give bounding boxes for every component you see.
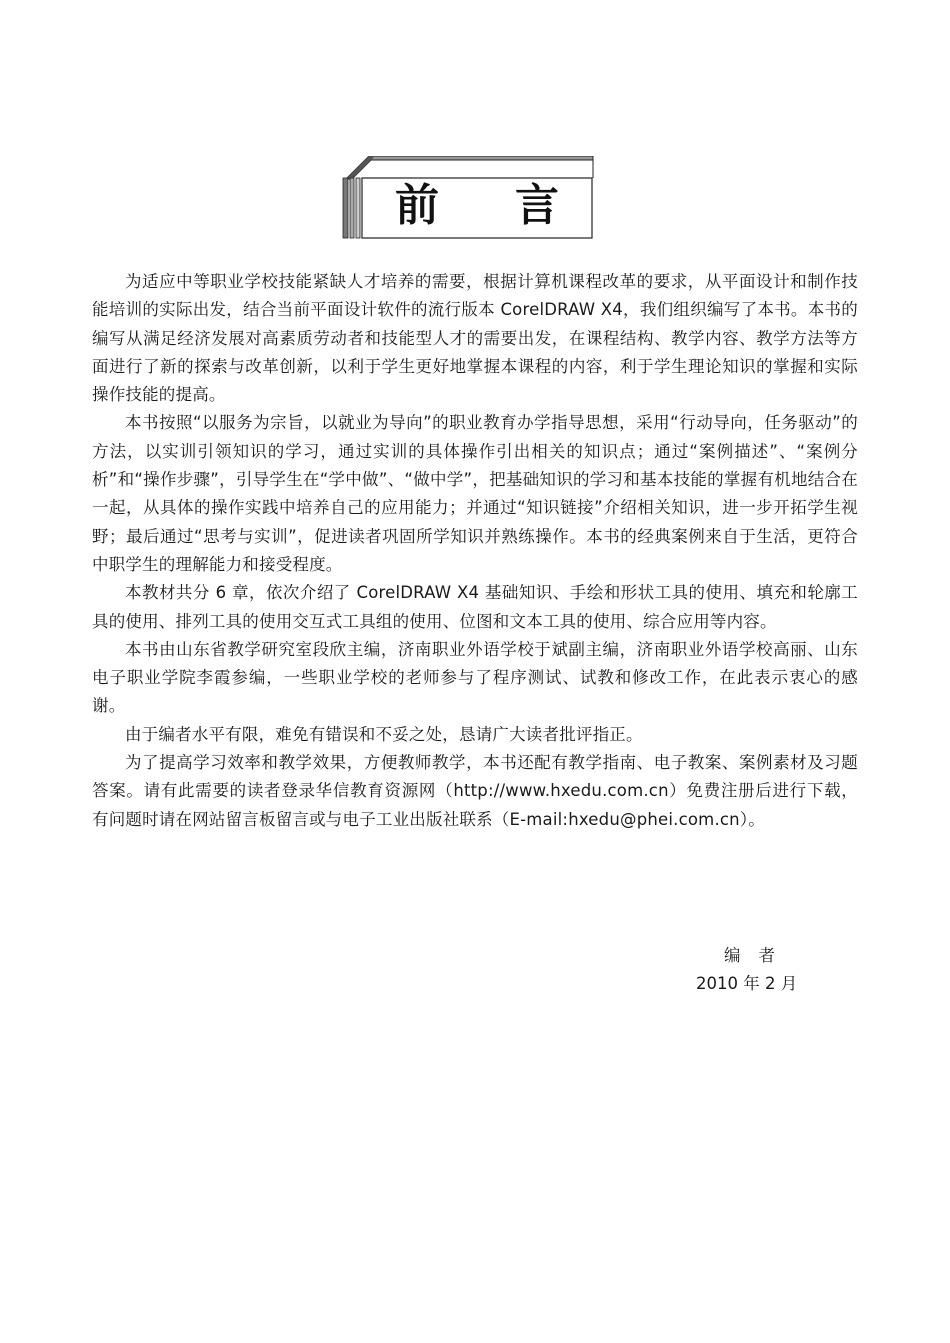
signature-author: 编者 <box>724 946 793 965</box>
paragraph-5: 由于编者水平有限，难免有错误和不妥之处，恳请广大读者批评指正。 <box>125 724 643 744</box>
paragraph-6: 为了提高学习效率和教学效果，方便教师教学，本书还配有教学指南、电子教案、案例素材及习题答案。请有此需要的读者登录华信教育资源网（http://www.hxedu.com.cn）免费注册后进行下载，有问题时请在网站留言板留言或与电子工业出版社联系（E-mail:hxedu@phei.com.cn）。 <box>92 753 858 829</box>
preface-title-frame <box>341 156 597 240</box>
paragraph-1: 为适应中等职业学校技能紧缺人才培养的需要，根据计算机课程改革的要求，从平面设计和制作技能培训的实际出发，结合当前平面设计软件的流行版本 CorelDRAW X4，我们组织编写了本书。本书的编写从满足经济发展对高素质劳动者和技能型人才的需要出发，在课程结构、教学内容、教学方法等方面进行了新的探索与改革创新，以利于学生更好地掌握本课程的内容，利于学生理论知识的掌握和实际操作技能的提高。 <box>92 272 858 405</box>
signature-date: 2010 年 2 月 <box>696 974 798 994</box>
signature-block <box>660 942 860 999</box>
title-char-2: 言 <box>515 180 559 231</box>
preface-body <box>92 268 858 834</box>
page-title <box>367 178 589 234</box>
title-char-1: 前 <box>395 180 439 231</box>
paragraph-4: 本书由山东省教学研究室段欣主编，济南职业外语学校于斌副主编，济南职业外语学校高丽、山东电子职业学院李霞参编，一些职业学校的老师参与了程序测试、试教和修改工作，在此表示衷心的感谢。 <box>92 639 858 716</box>
paragraph-3: 本教材共分 6 章，依次介绍了 CorelDRAW X4 基础知识、手绘和形状工具的使用、填充和轮廓工具的使用、排列工具的使用交互式工具组的使用、位图和文本工具的使用、综合应用等内容。 <box>92 583 858 631</box>
paragraph-2: 本书按照“以服务为宗旨，以就业为导向”的职业教育办学指导思想，采用“行动导向，任务驱动”的方法，以实训引领知识的学习，通过实训的具体操作引出相关的知识点；通过“案例描述”、“案例分析”和“操作步骤”，引导学生在“学中做”、“做中学”，把基础知识的学习和基本技能的掌握有机地结合在一起，从具体的操作实践中培养自己的应用能力；并通过“知识链接”介绍相关知识，进一步开拓学生视野；最后通过“思考与实训”，促进读者巩固所学知识并熟练操作。本书的经典案例来自于生活，更符合中职学生的理解能力和接受程度。 <box>92 413 858 574</box>
